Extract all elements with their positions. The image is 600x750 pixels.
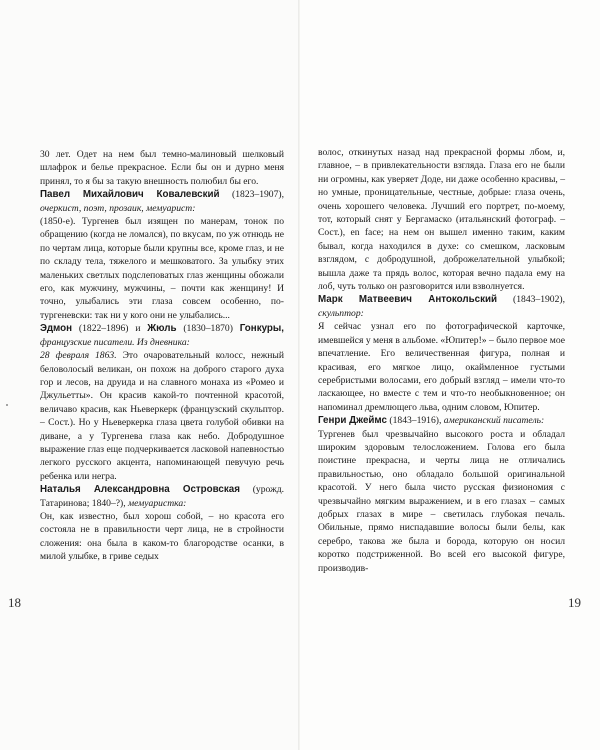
entry-name: Павел Михайлович Ковалевский	[40, 189, 220, 201]
entry-name: Генри Джеймс	[318, 415, 387, 427]
entry-kovalevsky	[40, 188, 284, 322]
entry-dates: (1823–1907),	[232, 189, 284, 201]
entry-meta: очеркист, поэт, прозаик, мемуарист:	[40, 202, 196, 214]
entry-name: Эдмон	[40, 323, 73, 335]
entry-name-2: Жюль	[147, 323, 177, 335]
entry-name: Марк Матвеевич Антокольский	[318, 294, 498, 306]
page-number: 19	[568, 595, 581, 610]
entry-body: Тургенев был чрезвычайно высокого роста и обладал широким здоровым телосложением. Голова его была поистине прекрасна, и черты лица не отличались правильностью, оно обладало большой оригинальной красотой. У него была чисто русская физиономия с чрезвычайно мягким выражением, и в его глазах – самых добрых глазах в мире – светилась глубокая печаль. Обильные, прямо ниспадавшие волосы были белы, как серебро, такова же была и борода, которую он носил коротко подстриженной. Во всей его высокой фигуре, производив-	[318, 428, 565, 574]
entry-dates-2: (1830–1870)	[183, 323, 233, 335]
right-page	[300, 0, 600, 750]
entry-dates: (урожд. Татаринова; 1840–?),	[40, 484, 284, 509]
left-page-text-column	[40, 148, 284, 564]
entry-name-3: Гонкуры,	[239, 323, 284, 335]
entry-james	[318, 414, 565, 575]
entry-body: Это очаровательный колосс, нежный беловолосый великан, он похож на доброго старого духа гор и лесов, на друида и на славного монаха из «Ромео и Джульетты». Он красив какой-то почтенной красотой, величаво красив, как Ньеверкерк (французский скульптор. – Сост.). Но у Ньеверкерка глаза цвета голубой обивки на диване, а у Тургенева глаза как небо. Добродушное выражение глаз еще подчеркивается ласковой напевностью легкого русского акцента, напоминающей певучую речь ребенка или негра.	[40, 350, 284, 482]
entry-meta: американский писатель:	[443, 415, 545, 427]
continuation-text: 30 лет. Одет на нем был темно-малиновый шелковый шлафрок и белье прекрасное. Если бы он и дурно меня принял, то я бы за такую внешность полюбил бы его.	[40, 149, 284, 187]
entry-antokolsky	[318, 293, 565, 414]
entry-meta: мемуаристка:	[128, 497, 187, 509]
entry-goncourt	[40, 322, 284, 483]
entry-dates: (1843–1902),	[513, 294, 565, 306]
entry-name: Наталья Александровна Островская	[40, 484, 240, 496]
entry-meta: скульптор:	[318, 307, 364, 319]
entry-ostrovskaya	[40, 483, 284, 563]
entry-body: Я сейчас узнал его по фотографической карточке, имевшейся у меня в альбоме. «Юпитер!» – было первое мое впечатление. Его величественная фигура, полная и красивая, его мягкое лицо, окаймленное густыми серебристыми волосами, его добрый взгляд – имели что-то ласкающее, но вместе с тем и что-то необыкновенное; он напоминал дремлющего льва, одним словом, Юпитер.	[318, 321, 565, 413]
entry-body: (1850-е). Тургенев был изящен по манерам, тонок по обращению (когда не ломался), по вкусам, по уж отнюдь не по чертам лица, которые были крупны все, кроме глаз, и не по складу тела, тяжелого и мешковатого. За улыбку этих маленьких светлых подслеповатых глаз женщины обожали его, как мужчину, мужчины, – почти как женщину! И точно, улыбались эти глаза совсем особенно, по-тургеневски: так ни у кого они не улыбались...	[40, 216, 284, 321]
entry-meta: французские писатели. Из дневника:	[40, 336, 190, 348]
entry-connector: и	[135, 323, 141, 335]
entry-dates: (1843–1916),	[389, 415, 442, 427]
entry-body: Он, как известно, был хорош собой, – но красота его состояла не в правильности черт лица, не в стройности сложения: она была в каком-то благородстве осанки, в милой улыбке, в гриве седых	[40, 510, 284, 563]
print-speck	[6, 404, 8, 406]
entry-date-line: 28 февраля 1863.	[40, 350, 117, 362]
continuation-text: волос, откинутых назад над прекрасной формы лбом, и, главное, – в привлекательности взгляда. Глаза его не были ни огромны, как уверяет Доде, ни даже особенно красивы, – но умные, проницательные, честные, добрые: глаза очень, очень хорошего человека. Лучший его портрет, по-моему, тот, который снят у Бергамаско (итальянский фотограф. – Сост.), en face; на нем он вышел именно таким, каким бывал, когда находился в духе: со смешком, ласковым взглядом, с добродушной, доброжелательной улыбкой; вышла даже та прядь волос, которая вечно падала ему на лоб, чуть только он разговорится или взволнуется.	[318, 147, 565, 293]
page-number: 18	[8, 595, 21, 610]
right-page-text-column	[318, 146, 565, 575]
entry-dates: (1822–1896)	[78, 323, 129, 335]
